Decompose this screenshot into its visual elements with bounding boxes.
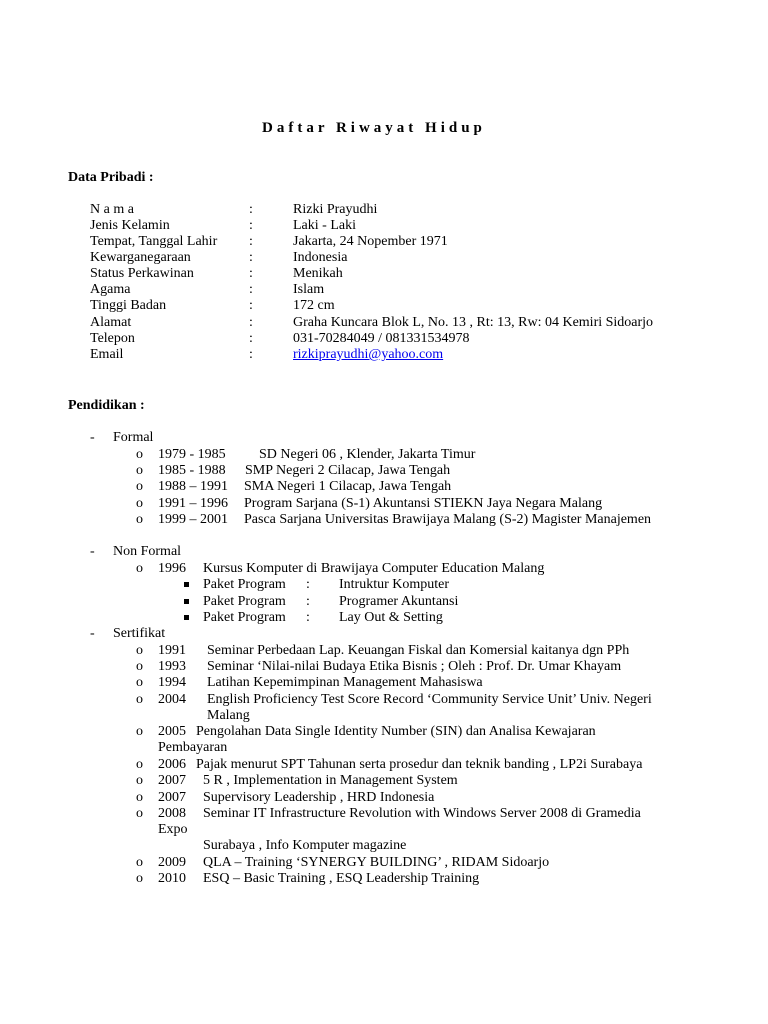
- package-label: Paket Program: [203, 577, 286, 592]
- circle-bullet: o: [136, 855, 143, 870]
- list-item-text: Program Sarjana (S-1) Akuntansi STIEKN Jaya Negara Malang: [244, 496, 603, 511]
- list-item-years: 1985 - 1988: [158, 463, 226, 478]
- circle-bullet: o: [136, 757, 143, 772]
- course-year: 1996: [158, 561, 186, 576]
- certificate-year: 1994: [158, 675, 186, 690]
- dash-bullet: -: [90, 544, 95, 559]
- circle-bullet: o: [136, 790, 143, 805]
- certificate-text: Pajak menurut SPT Tahunan serta prosedur dan teknik banding , LP2i Surabaya: [196, 757, 643, 772]
- list-item-years: 1979 - 1985: [158, 447, 226, 462]
- circle-bullet: o: [136, 496, 143, 511]
- field-label: Tempat, Tanggal Lahir: [90, 234, 218, 249]
- field-label: Status Perkawinan: [90, 266, 194, 281]
- field-label: Email: [90, 347, 124, 362]
- field-separator: :: [249, 202, 253, 217]
- field-value-marital: Menikah: [293, 266, 343, 281]
- certificate-year: 2007: [158, 773, 186, 788]
- certificate-text: Seminar Perbedaan Lap. Keuangan Fiskal dan Komersial kaitanya dgn PPh: [207, 643, 630, 658]
- package-value: Lay Out & Setting: [339, 610, 443, 625]
- field-label: Alamat: [90, 315, 132, 330]
- dash-bullet: -: [90, 430, 95, 445]
- certificate-year: 2008: [158, 806, 186, 821]
- certificate-year: 2009: [158, 855, 186, 870]
- certificate-year: 2004: [158, 692, 186, 707]
- certificate-text: ESQ – Basic Training , ESQ Leadership Training: [203, 871, 480, 886]
- square-bullet: [184, 599, 189, 604]
- field-label: N a m a: [90, 202, 134, 217]
- circle-bullet: o: [136, 512, 143, 527]
- list-item-text: Pasca Sarjana Universitas Brawijaya Malang (S-2) Magister Manajemen: [244, 512, 652, 527]
- field-label: Tinggi Badan: [90, 298, 167, 313]
- field-separator: :: [249, 315, 253, 330]
- field-separator: :: [249, 250, 253, 265]
- circle-bullet: o: [136, 692, 143, 707]
- list-item-years: 1999 – 2001: [158, 512, 228, 527]
- field-separator: :: [249, 234, 253, 249]
- certificate-year: 1991: [158, 643, 186, 658]
- field-separator: :: [249, 218, 253, 233]
- certificate-text: Latihan Kepemimpinan Management Mahasiswa: [207, 675, 483, 690]
- field-label: Agama: [90, 282, 131, 297]
- field-value-height: 172 cm: [293, 298, 335, 313]
- list-item-text: SMP Negeri 2 Cilacap, Jawa Tengah: [245, 463, 451, 478]
- certificate-text: Pengolahan Data Single Identity Number (SIN) dan Analisa Kewajaran: [196, 724, 596, 739]
- certificate-text: QLA – Training ‘SYNERGY BUILDING’ , RIDAM Sidoarjo: [203, 855, 550, 870]
- package-separator: :: [306, 577, 310, 592]
- circle-bullet: o: [136, 773, 143, 788]
- certificate-year: 2007: [158, 790, 186, 805]
- subsection-label-non-formal: Non Formal: [113, 544, 182, 559]
- package-label: Paket Program: [203, 594, 286, 609]
- square-bullet: [184, 615, 189, 620]
- circle-bullet: o: [136, 806, 143, 821]
- section-heading-pendidikan: Pendidikan :: [68, 398, 145, 413]
- package-value: Programer Akuntansi: [339, 594, 459, 609]
- certificate-year: 1993: [158, 659, 186, 674]
- certificate-year: 2005: [158, 724, 186, 739]
- field-label: Telepon: [90, 331, 135, 346]
- certificate-year: 2006: [158, 757, 186, 772]
- field-value-name: Rizki Prayudhi: [293, 202, 378, 217]
- certificate-text-continued: Surabaya , Info Komputer magazine: [203, 838, 407, 853]
- circle-bullet: o: [136, 659, 143, 674]
- email-link[interactable]: rizkiprayudhi@yahoo.com: [293, 347, 444, 362]
- field-label: Kewarganegaraan: [90, 250, 191, 265]
- field-separator: :: [249, 298, 253, 313]
- list-item-years: 1991 – 1996: [158, 496, 228, 511]
- section-heading-data-pribadi: Data Pribadi :: [68, 170, 154, 185]
- package-label: Paket Program: [203, 610, 286, 625]
- certificate-text: 5 R , Implementation in Management System: [203, 773, 458, 788]
- certificate-text: English Proficiency Test Score Record ‘Community Service Unit’ Univ. Negeri: [207, 692, 652, 707]
- certificate-text: Seminar ‘Nilai-nilai Budaya Etika Bisnis ; Oleh : Prof. Dr. Umar Khayam: [207, 659, 622, 674]
- field-separator: :: [249, 347, 253, 362]
- circle-bullet: o: [136, 643, 143, 658]
- field-separator: :: [249, 331, 253, 346]
- certificate-year: 2010: [158, 871, 186, 886]
- field-separator: :: [249, 282, 253, 297]
- subsection-label-sertifikat: Sertifikat: [113, 626, 166, 641]
- certificate-text-continued: Malang: [207, 708, 250, 723]
- certificate-text-continued: Expo: [158, 822, 188, 837]
- course-text: Kursus Komputer di Brawijaya Computer Education Malang: [203, 561, 545, 576]
- circle-bullet: o: [136, 463, 143, 478]
- list-item-years: 1988 – 1991: [158, 479, 228, 494]
- field-value-nationality: Indonesia: [293, 250, 348, 265]
- circle-bullet: o: [136, 871, 143, 886]
- circle-bullet: o: [136, 479, 143, 494]
- subsection-label-formal: Formal: [113, 430, 154, 445]
- certificate-text-continued: Pembayaran: [158, 740, 228, 755]
- circle-bullet: o: [136, 724, 143, 739]
- field-value-address: Graha Kuncara Blok L, No. 13 , Rt: 13, Rw: 04 Kemiri Sidoarjo: [293, 315, 654, 330]
- certificate-text: Supervisory Leadership , HRD Indonesia: [203, 790, 435, 805]
- field-value-religion: Islam: [293, 282, 325, 297]
- field-separator: :: [249, 266, 253, 281]
- page-title: Daftar Riwayat Hidup: [262, 120, 486, 136]
- certificate-text: Seminar IT Infrastructure Revolution with Windows Server 2008 di Gramedia: [203, 806, 641, 821]
- package-separator: :: [306, 610, 310, 625]
- field-value-phone: 031-70284049 / 081331534978: [293, 331, 470, 346]
- circle-bullet: o: [136, 447, 143, 462]
- package-value: Intruktur Komputer: [339, 577, 450, 592]
- field-label: Jenis Kelamin: [90, 218, 170, 233]
- package-separator: :: [306, 594, 310, 609]
- field-value-gender: Laki - Laki: [293, 218, 356, 233]
- square-bullet: [184, 582, 189, 587]
- circle-bullet: o: [136, 561, 143, 576]
- dash-bullet: -: [90, 626, 95, 641]
- list-item-text: SMA Negeri 1 Cilacap, Jawa Tengah: [244, 479, 452, 494]
- list-item-text: SD Negeri 06 , Klender, Jakarta Timur: [259, 447, 476, 462]
- field-value-birth: Jakarta, 24 Nopember 1971: [293, 234, 448, 249]
- circle-bullet: o: [136, 675, 143, 690]
